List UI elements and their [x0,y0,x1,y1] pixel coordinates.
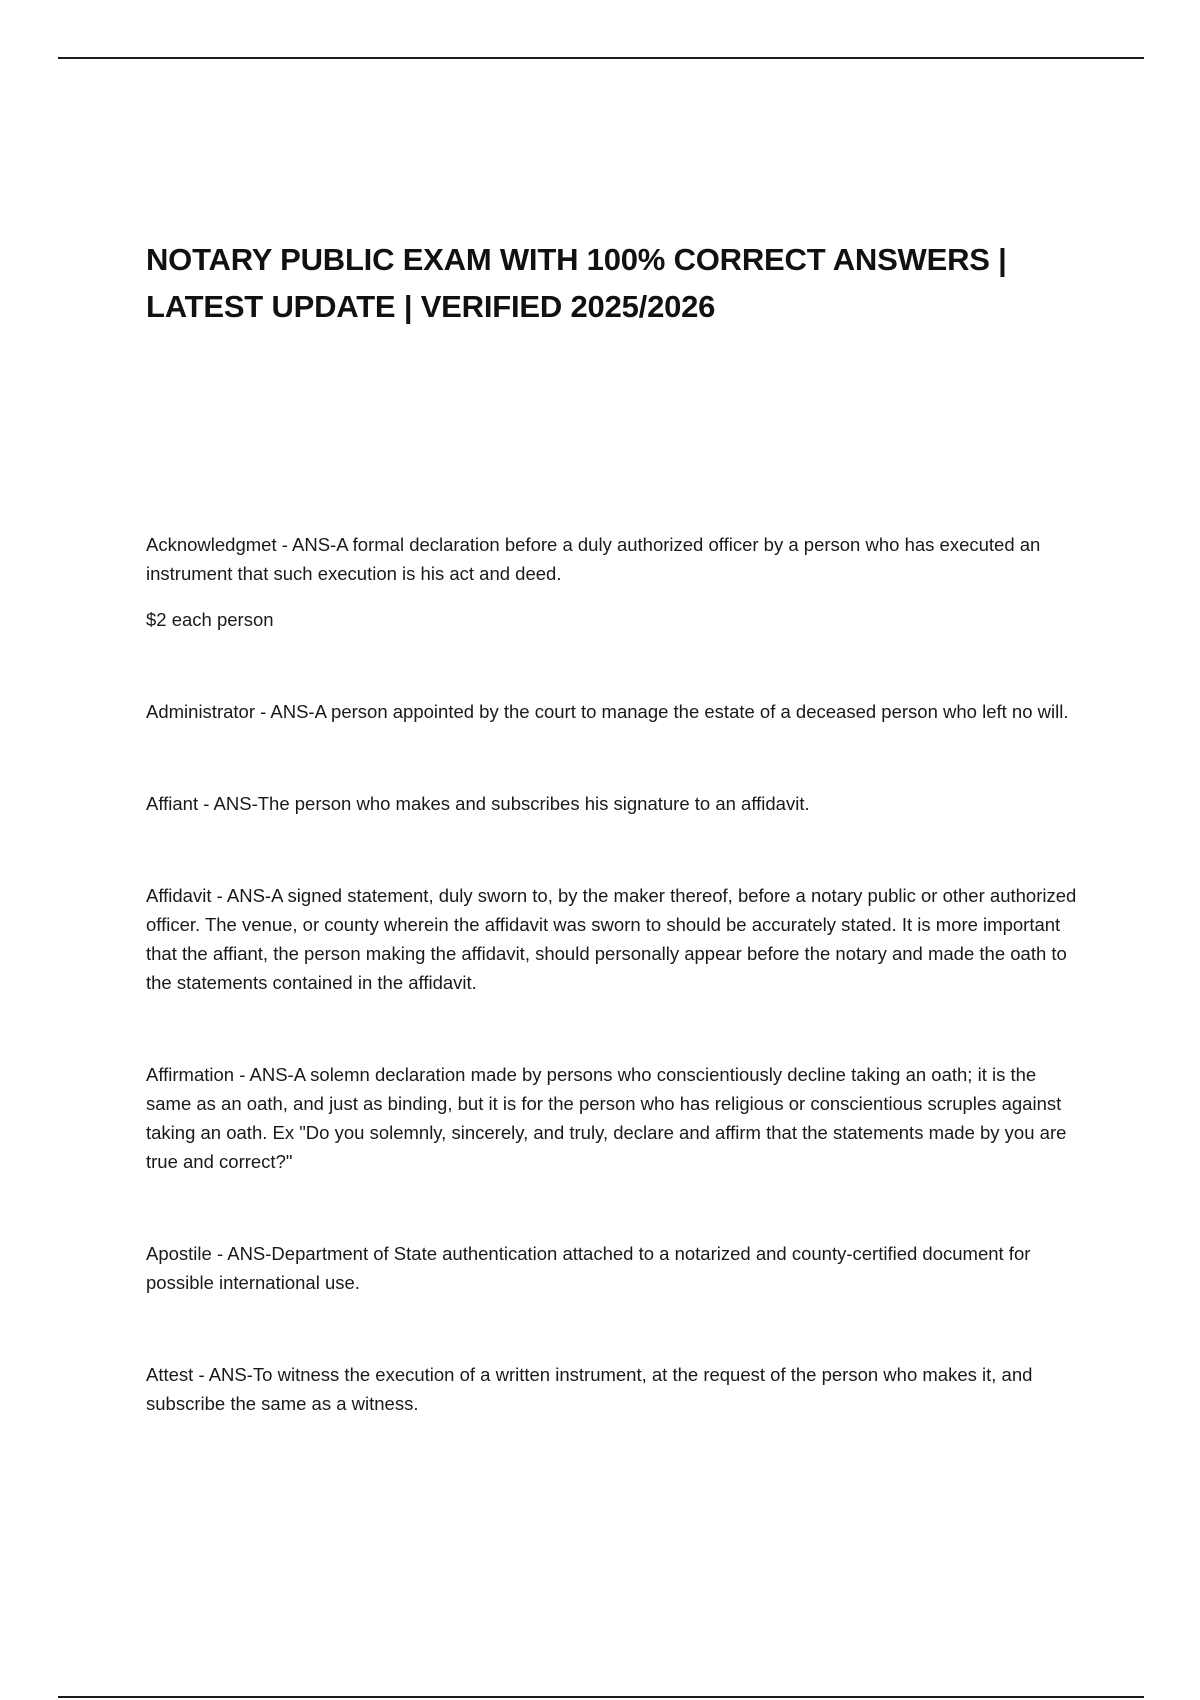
entry-affiant: Affiant - ANS-The person who makes and subscribes his signature to an affidavit. [146,793,810,814]
definitions-list [146,530,1086,1418]
entry-affirmation: Affirmation - ANS-A solemn declaration made by persons who conscientiously decline taking an oath; it is the same as an oath, and just as binding, but it is for the person who has religious or conscientious scruples against taking an oath. Ex "Do you solemnly, sincerely, and truly, declare and affirm that the statements made by you are true and correct?" [146,1064,1067,1172]
top-rule [58,57,1144,59]
document-title: NOTARY PUBLIC EXAM WITH 100% CORRECT ANSWERS | LATEST UPDATE | VERIFIED 2025/2026 [146,242,1007,324]
entry-attest: Attest - ANS-To witness the execution of a written instrument, at the request of the person who makes it, and subscribe the same as a witness. [146,1364,1033,1414]
bottom-rule [58,1696,1144,1698]
entry-fee-note: $2 each person [146,609,274,630]
entry-apostile: Apostile - ANS-Department of State authentication attached to a notarized and county-certified document for possible international use. [146,1243,1031,1293]
entry-affidavit: Affidavit - ANS-A signed statement, duly sworn to, by the maker thereof, before a notary public or other authorized officer. The venue, or county wherein the affidavit was sworn to should be accurately stated. It is more important that the affiant, the person making the affidavit, should personally appear before the notary and made the oath to the statements contained in the affidavit. [146,885,1077,993]
entry-administrator: Administrator - ANS-A person appointed by the court to manage the estate of a deceased person who left no will. [146,701,1069,722]
entry-acknowledgment: Acknowledgmet - ANS-A formal declaration before a duly authorized officer by a person who has executed an instrument that such execution is his act and deed. [146,534,1041,584]
